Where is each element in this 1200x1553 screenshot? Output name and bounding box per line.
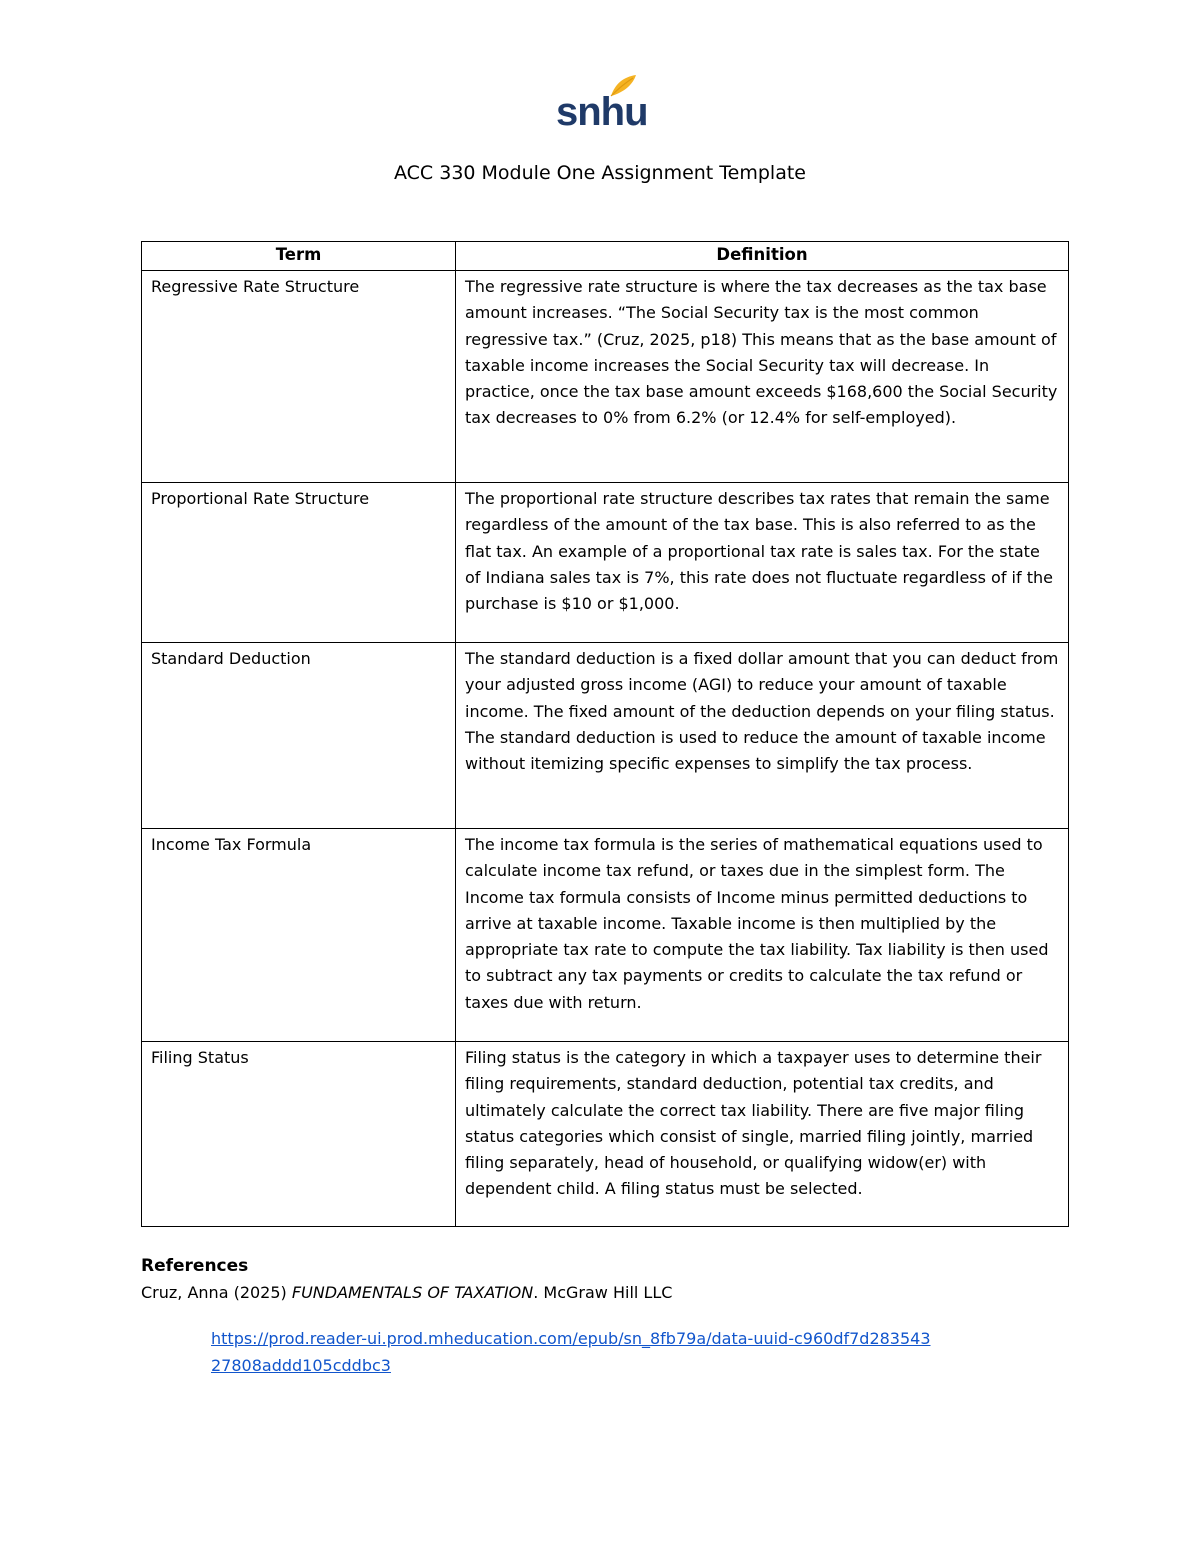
table-row — [142, 643, 1069, 829]
snhu-logo — [553, 74, 648, 134]
table-row — [142, 483, 1069, 643]
page-title: ACC 330 Module One Assignment Template — [394, 162, 806, 184]
table-row — [142, 1042, 1069, 1227]
reference-citation — [141, 1281, 672, 1305]
table-row — [142, 271, 1069, 483]
term-cell: Income Tax Formula — [142, 829, 456, 1042]
reference-link[interactable]: https://prod.reader-ui.prod.mheducation.com/epub/sn_8fb79a/data-uuid-c960df7d28354327808addd105cddbc3 — [211, 1329, 931, 1375]
references-heading: References — [141, 1256, 249, 1276]
table-header-row — [142, 242, 1069, 271]
citation-title: FUNDAMENTALS OF TAXATION — [291, 1283, 534, 1302]
definition-cell: The income tax formula is the series of mathematical equations used to calculate income tax refund, or taxes due in the simplest form. The Income tax formula consists of Income minus permitted deductions to arrive at taxable income. Taxable income is then multiplied by the appropriate tax rate to compute the tax liability. Tax liability is then used to subtract any tax payments or credits to calculate the tax refund or taxes due with return. — [456, 829, 1069, 1042]
term-cell: Standard Deduction — [142, 643, 456, 829]
header-definition: Definition — [456, 242, 1069, 271]
table-row — [142, 829, 1069, 1042]
terms-table — [141, 241, 1069, 1227]
term-cell: Regressive Rate Structure — [142, 271, 456, 483]
definition-cell: The regressive rate structure is where the tax decreases as the tax base amount increases. “The Social Security tax is the most common regressive tax.” (Cruz, 2025, p18) This means that as the base amount of taxable income increases the Social Security tax will decrease. In practice, once the tax base amount exceeds $168,600 the Social Security tax decreases to 0% from 6.2% (or 12.4% for self-employed). — [456, 271, 1069, 483]
logo-wordmark: snhu — [556, 90, 648, 134]
header-term: Term — [142, 242, 456, 271]
citation-author: Cruz, Anna (2025) — [141, 1283, 292, 1302]
term-cell: Filing Status — [142, 1042, 456, 1227]
definition-cell: The standard deduction is a fixed dollar amount that you can deduct from your adjusted gross income (AGI) to reduce your amount of taxable income. The fixed amount of the deduction depends on your filing status. The standard deduction is used to reduce the amount of taxable income without itemizing specific expenses to simplify the tax process. — [456, 643, 1069, 829]
citation-publisher: . McGraw Hill LLC — [533, 1283, 673, 1302]
definition-cell: The proportional rate structure describes tax rates that remain the same regardless of the amount of the tax base. This is also referred to as the flat tax. An example of a proportional tax rate is sales tax. For the state of Indiana sales tax is 7%, this rate does not fluctuate regardless of if the purchase is $10 or $1,000. — [456, 483, 1069, 643]
term-cell: Proportional Rate Structure — [142, 483, 456, 643]
definition-cell: Filing status is the category in which a taxpayer uses to determine their filing requirements, standard deduction, potential tax credits, and ultimately calculate the correct tax liability. There are five major filing status categories which consist of single, married filing jointly, married filing separately, head of household, or qualifying widow(er) with dependent child. A filing status must be selected. — [456, 1042, 1069, 1227]
